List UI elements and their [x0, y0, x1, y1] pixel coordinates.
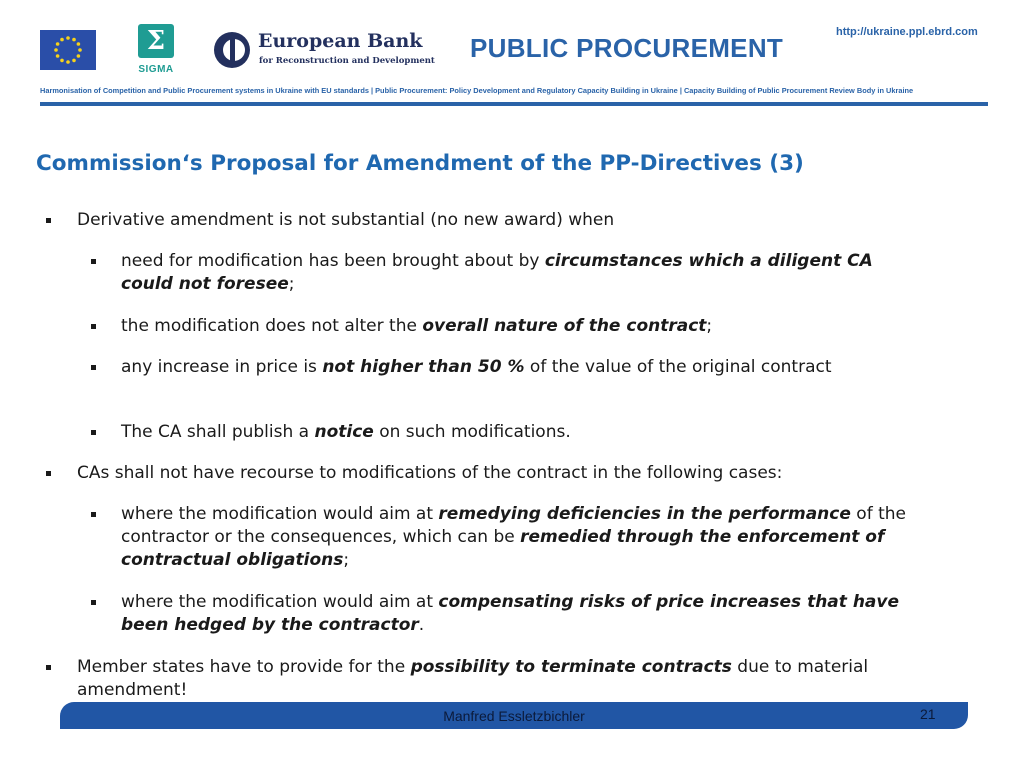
footer-author: Manfred Essletzbichler [443, 708, 585, 724]
sigma-logo-text: SIGMA [138, 64, 174, 75]
sub-bullet-remedying-deficiencies [121, 503, 921, 572]
bullet-text-end: ; [288, 274, 295, 294]
bullet-marker [46, 471, 51, 476]
page-number: 21 [920, 706, 936, 722]
emphasis-text: circumstances which a diligent CA could not foresee [121, 251, 873, 294]
bullet-derivative-amendment [77, 209, 957, 232]
emphasis-text: overall nature of the contract [422, 316, 707, 336]
bullet-text: where the modification would aim at [121, 504, 439, 524]
bullet-text-end: ; [706, 316, 713, 336]
bullet-marker [91, 365, 96, 370]
header-tagline: Harmonisation of Competition and Public Procurement systems in Ukraine with EU standards | Public Procurement: Policy Development and Regulatory Capacity Building in Ukraine | Capacity Building of Public Procurement Review Body in Ukraine [40, 86, 914, 95]
sub-bullet-overall-nature [121, 315, 921, 338]
bullet-text: Derivative amendment is not substantial (no new award) when [77, 210, 615, 230]
bullet-text-end: ; [343, 550, 350, 570]
bullet-text-end: due to material amendment! [77, 657, 869, 700]
sub-bullet-unforeseeable-circumstances [121, 250, 921, 296]
sigma-logo [135, 24, 177, 80]
bullet-marker [91, 430, 96, 435]
bullet-text-end: of the value of the original contract [524, 357, 832, 377]
bullet-marker [91, 259, 96, 264]
ebrd-subtitle: for Reconstruction and Development [259, 56, 435, 66]
bullet-text: where the modification would aim at [121, 592, 439, 612]
program-title: PUBLIC PROCUREMENT [470, 33, 784, 63]
eu-flag-icon [40, 30, 96, 70]
bullet-text: Member states have to provide for the [77, 657, 411, 677]
sub-bullet-publish-notice [121, 421, 921, 444]
footer-bar [60, 702, 968, 729]
eu-stars-icon [40, 30, 96, 70]
bullet-marker [46, 665, 51, 670]
bullet-no-recourse [77, 462, 957, 485]
bullet-text: need for modification has been brought about by [121, 251, 545, 271]
emphasis-text: compensating risks of price increases that have been hedged by the contractor [121, 592, 900, 635]
emphasis-text: remedying deficiencies in the performance [438, 504, 851, 524]
bullet-terminate-contracts [77, 656, 957, 702]
emphasis-text-2: remedied through the enforcement of contractual obligations [121, 527, 885, 570]
emphasis-text: notice [314, 422, 374, 442]
bullet-text-end: on such modifications. [373, 422, 571, 442]
ebrd-title: European Bank [258, 30, 423, 52]
ebrd-mark-icon [212, 30, 252, 70]
emphasis-text: possibility to terminate contracts [410, 657, 732, 677]
bullet-marker [46, 218, 51, 223]
bullet-text-mid: of the contractor or the consequences, which can be [121, 504, 906, 547]
bullet-marker [91, 512, 96, 517]
bullet-marker [91, 600, 96, 605]
sub-bullet-price-increase [121, 356, 921, 379]
emphasis-text: not higher than 50 % [322, 357, 525, 377]
ebrd-logo [212, 28, 435, 72]
bullet-text: any increase in price is [121, 357, 323, 377]
bullet-marker [91, 324, 96, 329]
sigma-symbol-icon: Σ [138, 24, 174, 58]
sub-bullet-compensating-risks [121, 591, 921, 637]
project-url-link[interactable]: http://ukraine.ppl.ebrd.com [836, 26, 978, 38]
slide-title: Commission‘s Proposal for Amendment of the PP-Directives (3) [36, 151, 804, 176]
bullet-text-end: . [418, 615, 425, 635]
bullet-text: the modification does not alter the [121, 316, 423, 336]
header-divider [40, 102, 988, 106]
bullet-text: CAs shall not have recourse to modifications of the contract in the following cases: [77, 463, 783, 483]
bullet-text: The CA shall publish a [121, 422, 315, 442]
slide-header [0, 0, 1024, 112]
